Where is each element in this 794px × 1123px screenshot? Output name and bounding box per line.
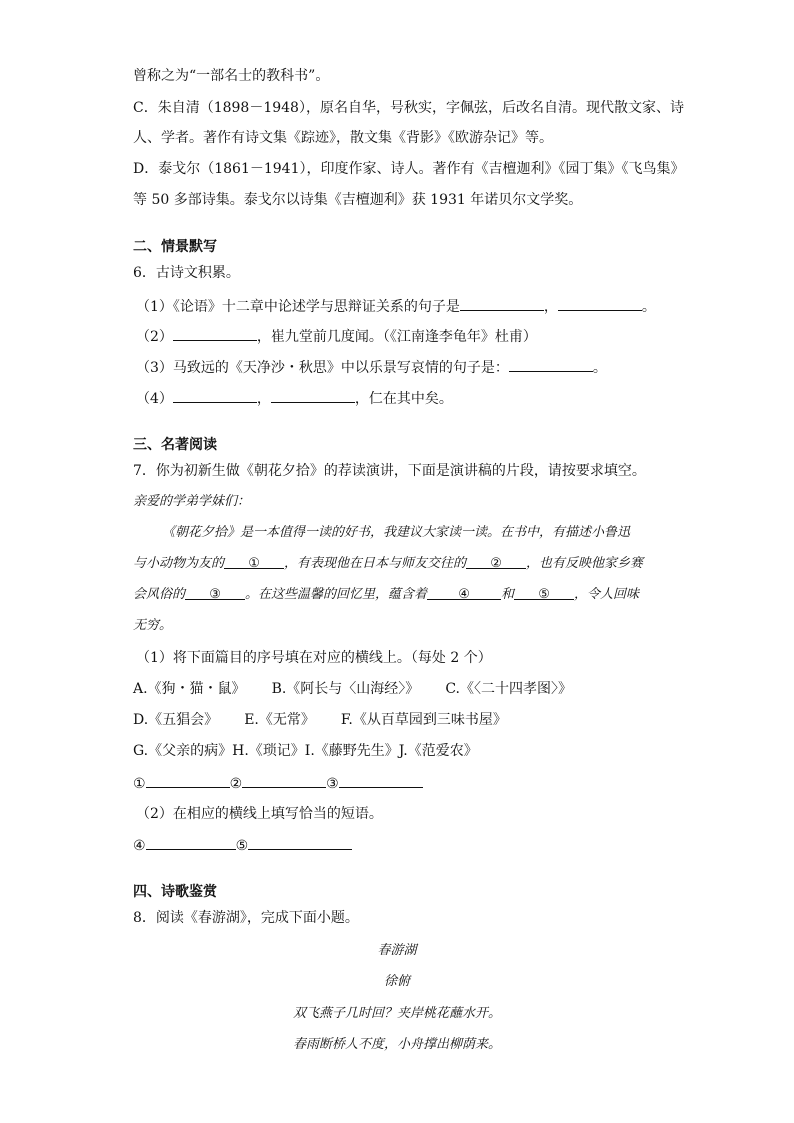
option-d-line1: D．泰戈尔（1861－1941），印度作家、诗人。著作有《吉檀迦利》《园丁集》《飞鸟集》 <box>133 161 685 177</box>
answer-label-5: ⑤ <box>235 838 249 854</box>
q7-answer-row2 <box>133 835 352 856</box>
q7-options-row2 <box>133 710 507 730</box>
q7-sub-1: （1）将下面篇目的序号填在对应的横线上。（每处 2 个） <box>136 650 492 666</box>
poem-title: 春游湖 <box>377 943 417 958</box>
poem-line-2: 春雨断桥人不度，小舟撑出柳荫来。 <box>292 1037 501 1052</box>
q6-item-2 <box>136 326 537 347</box>
q6-3-end: 。 <box>592 360 607 376</box>
question-7: 7．你为初新生做《朝花夕拾》的荐读演讲，下面是演讲稿的片段，请按要求填空。 <box>133 463 646 479</box>
blank-marker-1[interactable]: ① <box>224 554 284 569</box>
q7-options-row3: G.《父亲的病》H.《琐记》I.《藤野先生》J.《范爱农》 <box>133 743 478 759</box>
poem-author: 徐俯 <box>383 974 410 989</box>
option-c-line2: 人、学者。著作有诗文集《踪迹》，散文集《背影》《欧游杂记》等。 <box>133 130 553 146</box>
section-heading-3: 三、名著阅读 <box>133 437 217 453</box>
speech-para-line3 <box>133 585 639 605</box>
blank-marker-2[interactable]: ② <box>466 554 526 569</box>
question-6: 6．古诗文积累。 <box>133 265 240 281</box>
blank-marker-4[interactable]: ④ <box>427 585 501 600</box>
speech-para-line1: 《朝花夕拾》是一本值得一读的好书，我建议大家读一读。在书中，有描述小鲁迅 <box>162 525 631 540</box>
option-d-line2: 等 50 多部诗集。泰戈尔以诗集《吉檀迦利》获 1931 年诺贝尔文学奖。 <box>133 192 583 208</box>
answer-blank[interactable] <box>146 773 230 788</box>
q6-item-3 <box>136 357 607 378</box>
q6-1-comma: ， <box>543 299 558 315</box>
speech-text: 。在这些温馨的回忆里，蕴含着 <box>245 587 428 602</box>
q7-sub-2: （2）在相应的横线上填写恰当的短语。 <box>136 806 383 822</box>
option-c: C.《〈二十四孝图〉》 <box>445 681 572 697</box>
speech-para-line4: 无穷。 <box>133 618 173 633</box>
q6-1-end: 。 <box>641 299 656 315</box>
q6-1-text: （1）《论语》十二章中论述学与思辩证关系的句子是 <box>136 299 460 315</box>
answer-blank[interactable] <box>248 835 352 850</box>
speech-text: ，有表现他在日本与师友交往的 <box>284 556 467 571</box>
blank-marker-5[interactable]: ⑤ <box>514 585 574 600</box>
answer-label-2: ② <box>229 776 243 792</box>
answer-blank[interactable] <box>558 296 642 311</box>
speech-text: 和 <box>501 587 515 602</box>
q6-item-1 <box>136 296 656 317</box>
option-e: E.《无常》 <box>244 712 315 728</box>
speech-text: 与小动物为友的 <box>133 556 225 571</box>
answer-blank[interactable] <box>339 773 423 788</box>
speech-greeting: 亲爱的学弟学妹们： <box>133 494 251 509</box>
option-f: F.《从百草园到三味书屋》 <box>340 712 507 728</box>
option-b-tail: 曾称之为“一部名士的教科书”。 <box>133 68 330 84</box>
option-c-line1: C．朱自清（1898－1948），原名自华，号秋实，字佩弦，后改名自清。现代散文家、诗 <box>133 100 684 116</box>
answer-label-4: ④ <box>133 838 146 854</box>
q6-2-label: （2） <box>136 329 173 345</box>
speech-text: ，也有反映他家乡赛 <box>526 556 644 571</box>
option-b: B.《阿长与〈山海经〉》 <box>271 681 420 697</box>
blank-marker-3[interactable]: ③ <box>185 585 245 600</box>
q6-3-text: （3）马致远的《天净沙・秋思》中以乐景写哀情的句子是： <box>136 360 509 376</box>
answer-blank[interactable] <box>173 326 257 341</box>
answer-label-3: ③ <box>326 776 339 792</box>
q6-4-label: （4） <box>136 391 173 407</box>
answer-blank[interactable] <box>146 835 236 850</box>
answer-blank[interactable] <box>460 296 544 311</box>
speech-para-line2 <box>133 554 643 574</box>
q6-4-text: ，仁在其中矣。 <box>354 391 453 407</box>
answer-label-1: ① <box>133 776 146 792</box>
section-heading-4: 四、诗歌鉴赏 <box>133 884 217 900</box>
question-8: 8．阅读《春游湖》，完成下面小题。 <box>133 910 359 926</box>
answer-blank[interactable] <box>173 388 257 403</box>
q6-item-4 <box>136 388 453 409</box>
q7-answer-row1 <box>133 773 423 794</box>
section-heading-2: 二、情景默写 <box>133 239 217 255</box>
option-d: D.《五猖会》 <box>133 712 219 728</box>
q6-2-text: ，崔九堂前几度闻。（《江南逢李龟年》杜甫） <box>256 329 537 345</box>
speech-text: ，令人回味 <box>574 587 640 602</box>
speech-text: 会风俗的 <box>133 587 186 602</box>
poem-line-1: 双飞燕子几时回？夹岸桃花蘸水开。 <box>292 1006 501 1021</box>
answer-blank[interactable] <box>509 357 593 372</box>
q6-4-comma: ， <box>256 391 271 407</box>
answer-blank[interactable] <box>271 388 355 403</box>
answer-blank[interactable] <box>242 773 326 788</box>
q7-options-row1 <box>133 679 572 699</box>
option-a: A.《狗・猫・鼠》 <box>133 681 246 697</box>
